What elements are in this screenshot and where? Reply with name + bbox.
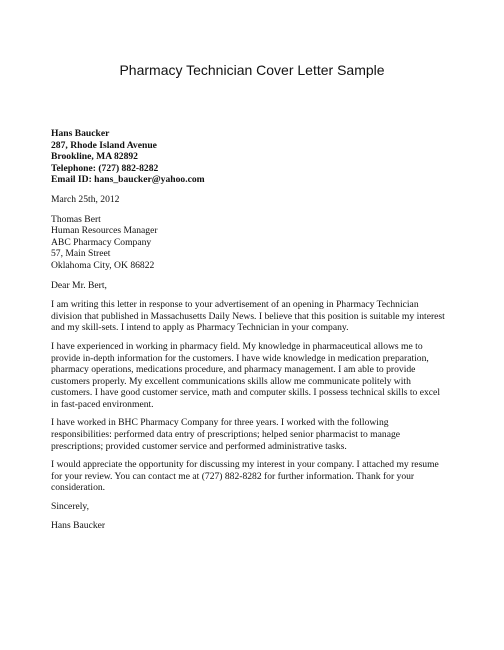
paragraph-line: and my skill-sets. I intend to apply as Pharmacy Technician in your company. xyxy=(51,322,349,334)
paragraph-line: provide in-depth information for the customers. I have wide knowledge in medication preparation, xyxy=(51,352,429,364)
sender-address: 287, Rhode Island Avenue xyxy=(51,139,157,151)
paragraph-line: prescriptions; provided customer service and performed administrative tasks. xyxy=(51,440,347,452)
paragraph-line: for your review. You can contact me at (727) 882-8282 for further information. Thank for your xyxy=(51,470,415,482)
paragraph-line: I would appreciate the opportunity for discussing my interest in your company. I attached my resume xyxy=(51,459,439,471)
paragraph-line: customers properly. My excellent communications skills allow me communicate politely with xyxy=(51,375,411,387)
paragraph-line: customers. I have good customer service, math and computer skills. I possess technical skills to excel xyxy=(51,387,440,399)
paragraph-4 xyxy=(51,459,456,494)
paragraph-line: pharmacy operations, medications procedure, and pharmacy management. I am able to provide xyxy=(51,364,416,376)
sender-block xyxy=(51,128,456,186)
recipient-city: Oklahoma City, OK 86822 xyxy=(51,259,155,271)
document-title: Pharmacy Technician Cover Letter Sample xyxy=(119,62,385,78)
paragraph-line: responsibilities: performed data entry of prescriptions; helped senior pharmacist to manage xyxy=(51,429,401,441)
recipient-position: Human Resources Manager xyxy=(51,225,158,237)
letter-body xyxy=(51,128,456,531)
sender-telephone: Telephone: (727) 882-8282 xyxy=(51,162,159,174)
recipient-name: Thomas Bert xyxy=(51,213,101,225)
recipient-block xyxy=(51,214,456,272)
paragraph-line: consideration. xyxy=(51,482,106,494)
sender-email: Email ID: hans_baucker@yahoo.com xyxy=(51,174,205,186)
salutation: Dear Mr. Bert, xyxy=(51,279,107,291)
signature-name: Hans Baucker xyxy=(51,519,106,531)
paragraph-line: division that published in Massachusetts Daily News. I believe that this position is suitable my interest xyxy=(51,310,445,322)
closing: Sincerely, xyxy=(51,501,90,513)
paragraph-line: I am writing this letter in response to your advertisement of an opening in Pharmacy Technician xyxy=(51,299,419,311)
paragraph-3 xyxy=(51,417,456,452)
paragraph-line: in fast-paced environment. xyxy=(51,398,154,410)
recipient-company: ABC Pharmacy Company xyxy=(51,236,152,248)
paragraph-line: I have experienced in working in pharmacy field. My knowledge in pharmaceutical allows me to xyxy=(51,340,423,352)
paragraph-2 xyxy=(51,341,456,411)
letter-date: March 25th, 2012 xyxy=(51,193,120,205)
paragraph-1 xyxy=(51,299,456,334)
recipient-street: 57, Main Street xyxy=(51,248,111,260)
sender-city: Brookline, MA 82892 xyxy=(51,151,138,163)
sender-name: Hans Baucker xyxy=(51,128,110,139)
paragraph-line: I have worked in BHC Pharmacy Company for three years. I worked with the following xyxy=(51,417,389,429)
